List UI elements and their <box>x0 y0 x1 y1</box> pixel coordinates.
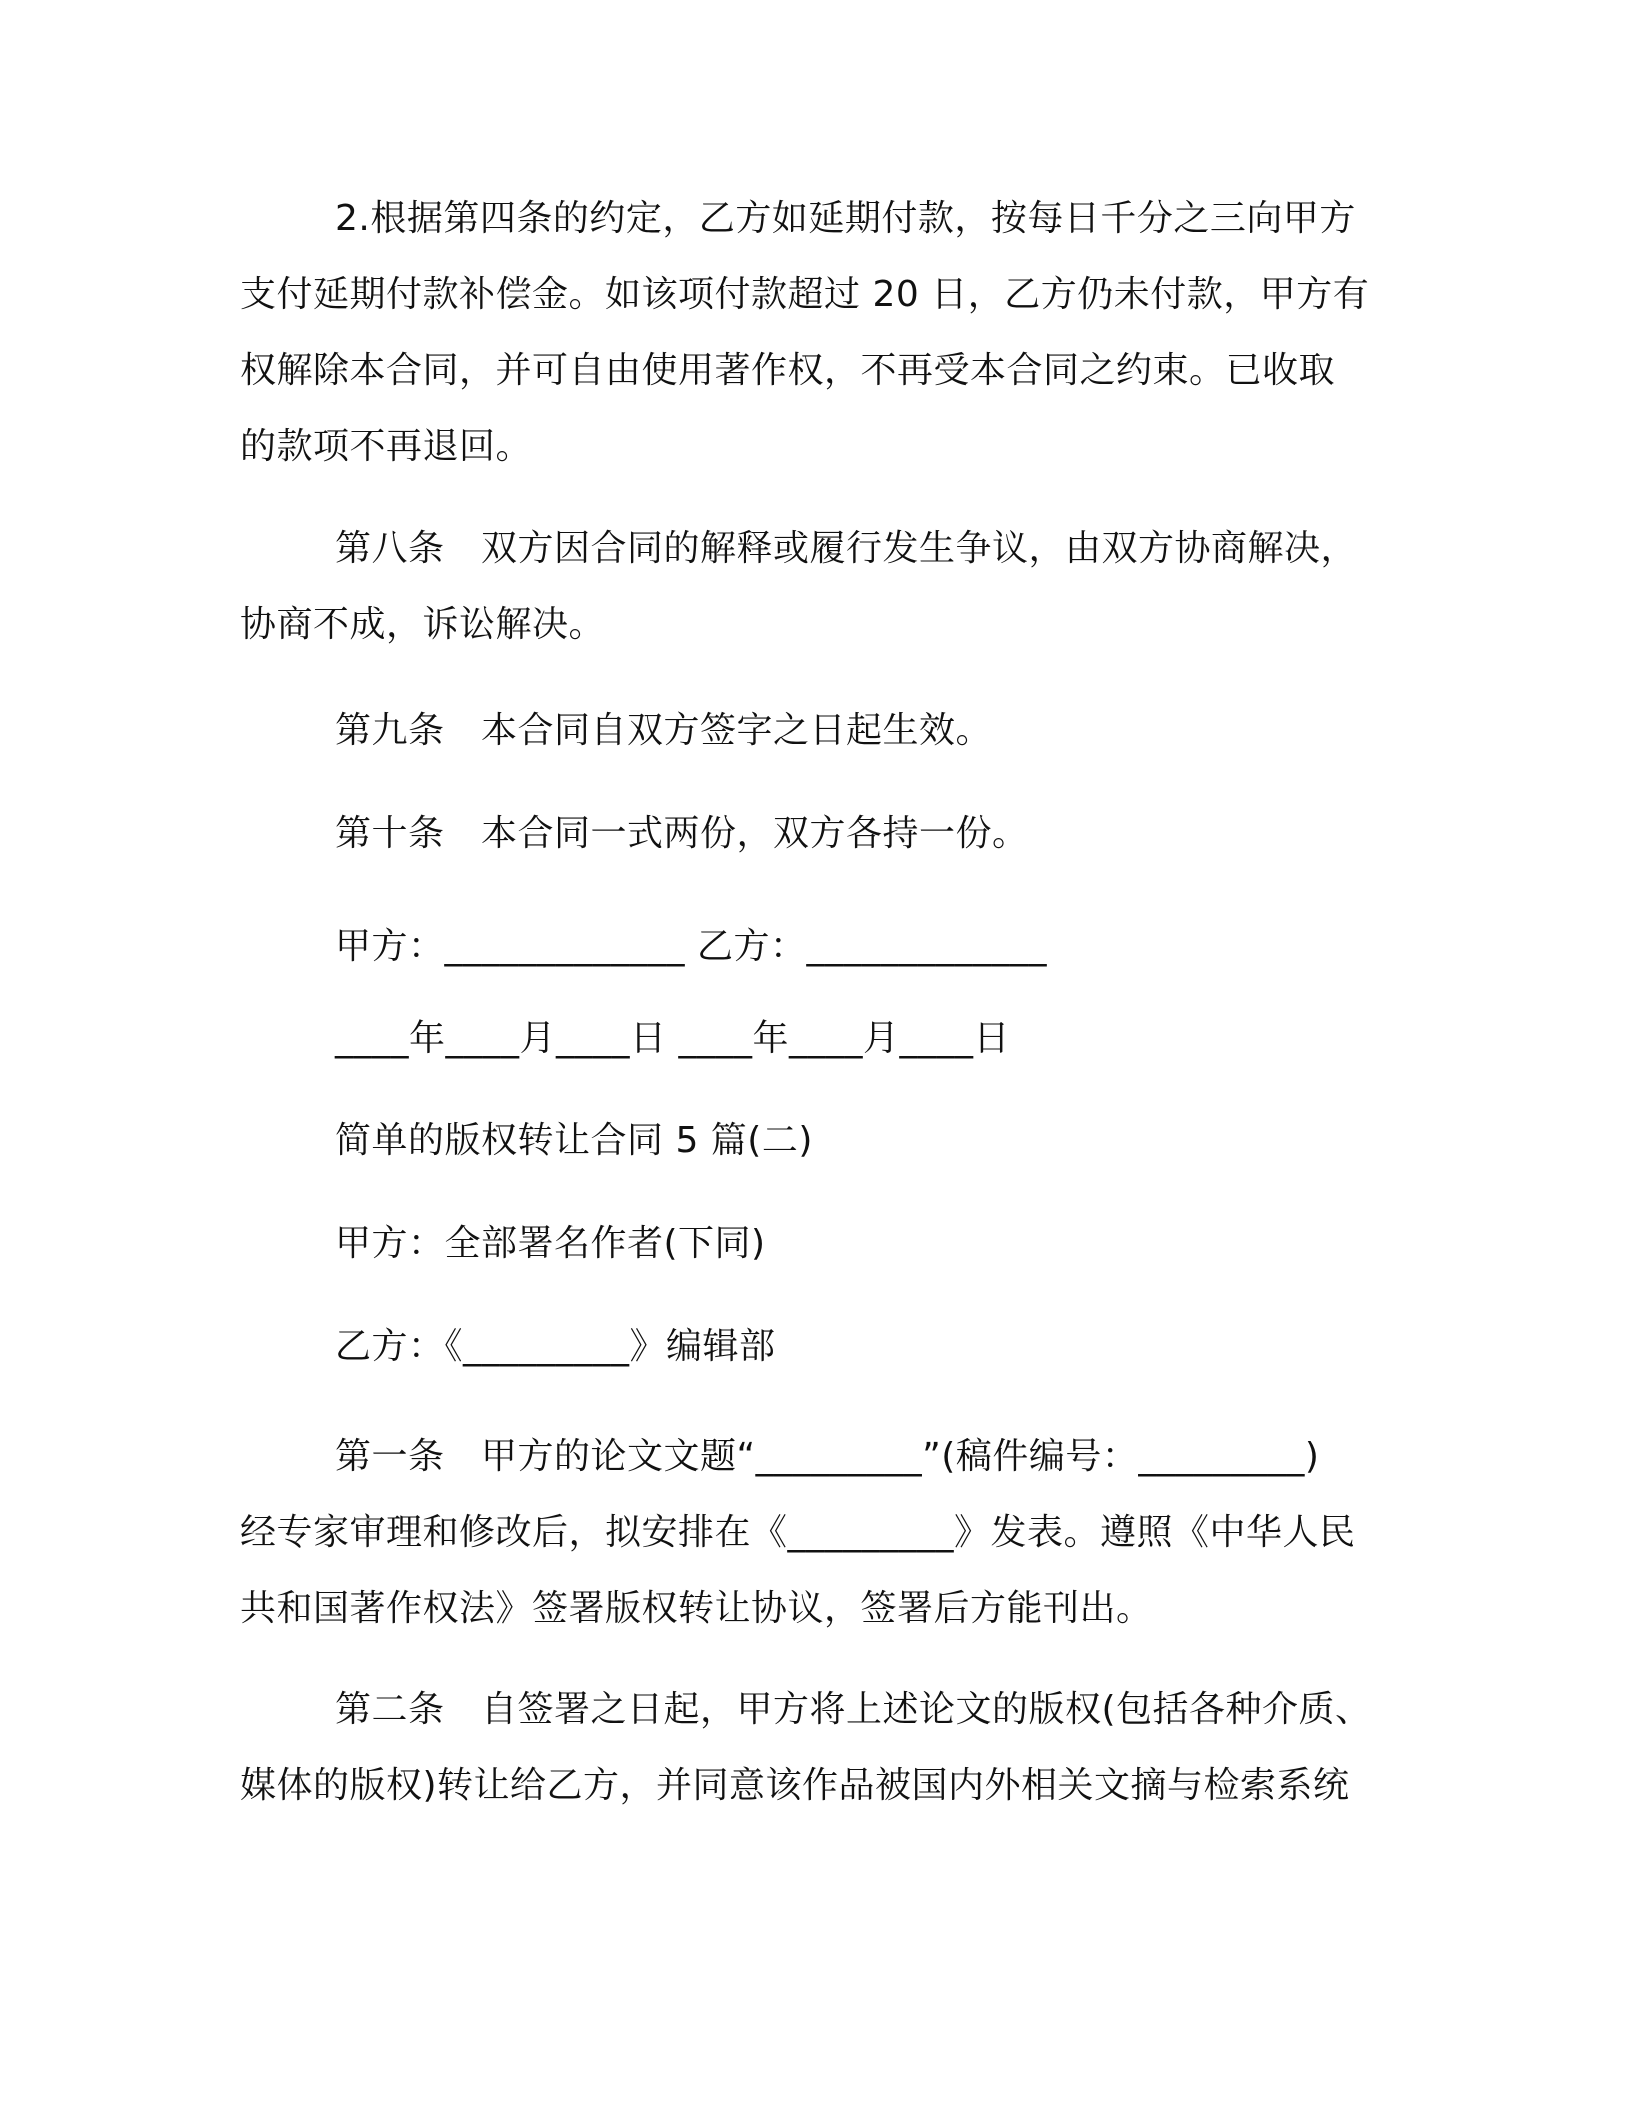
paragraph-line: 的款项不再退回。 <box>240 426 533 467</box>
article-2-line: 第二条 自签署之日起，甲方将上述论文的版权(包括各种介质、 <box>335 1689 1372 1730</box>
article-9-line: 第九条 本合同自双方签字之日起生效。 <box>335 710 993 751</box>
article-1-line: 共和国著作权法》签署版权转让协议，签署后方能刊出。 <box>240 1588 1153 1629</box>
paragraph-line: 支付延期付款补偿金。如该项付款超过 20 日，乙方仍未付款，甲方有 <box>240 274 1370 315</box>
party-a-line: 甲方：全部署名作者(下同) <box>335 1223 766 1264</box>
article-10-line: 第十条 本合同一式两份，双方各持一份。 <box>335 813 1029 854</box>
article-8-line: 协商不成，诉讼解决。 <box>240 604 606 645</box>
article-1-line: 第一条 甲方的论文文题“_________”(稿件编号：_________) <box>335 1436 1320 1477</box>
article-1-line: 经专家审理和修改后，拟安排在《_________》发表。遵照《中华人民 <box>240 1512 1356 1553</box>
article-2-line: 媒体的版权)转让给乙方，并同意该作品被国内外相关文摘与检索系统 <box>240 1765 1350 1806</box>
paragraph-line: 权解除本合同，并可自由使用著作权，不再受本合同之约束。已收取 <box>240 350 1336 391</box>
section-title: 简单的版权转让合同 5 篇(二) <box>335 1120 813 1161</box>
paragraph-line: 2.根据第四条的约定，乙方如延期付款，按每日千分之三向甲方 <box>335 198 1356 239</box>
party-b-line: 乙方：《_________》编辑部 <box>335 1326 776 1367</box>
signature-party-line: 甲方：_____________ 乙方：_____________ <box>335 926 1047 967</box>
article-8-line: 第八条 双方因合同的解释或履行发生争议，由双方协商解决， <box>335 528 1358 569</box>
signature-date-line: ____年____月____日 ____年____月____日 <box>335 1018 1010 1059</box>
